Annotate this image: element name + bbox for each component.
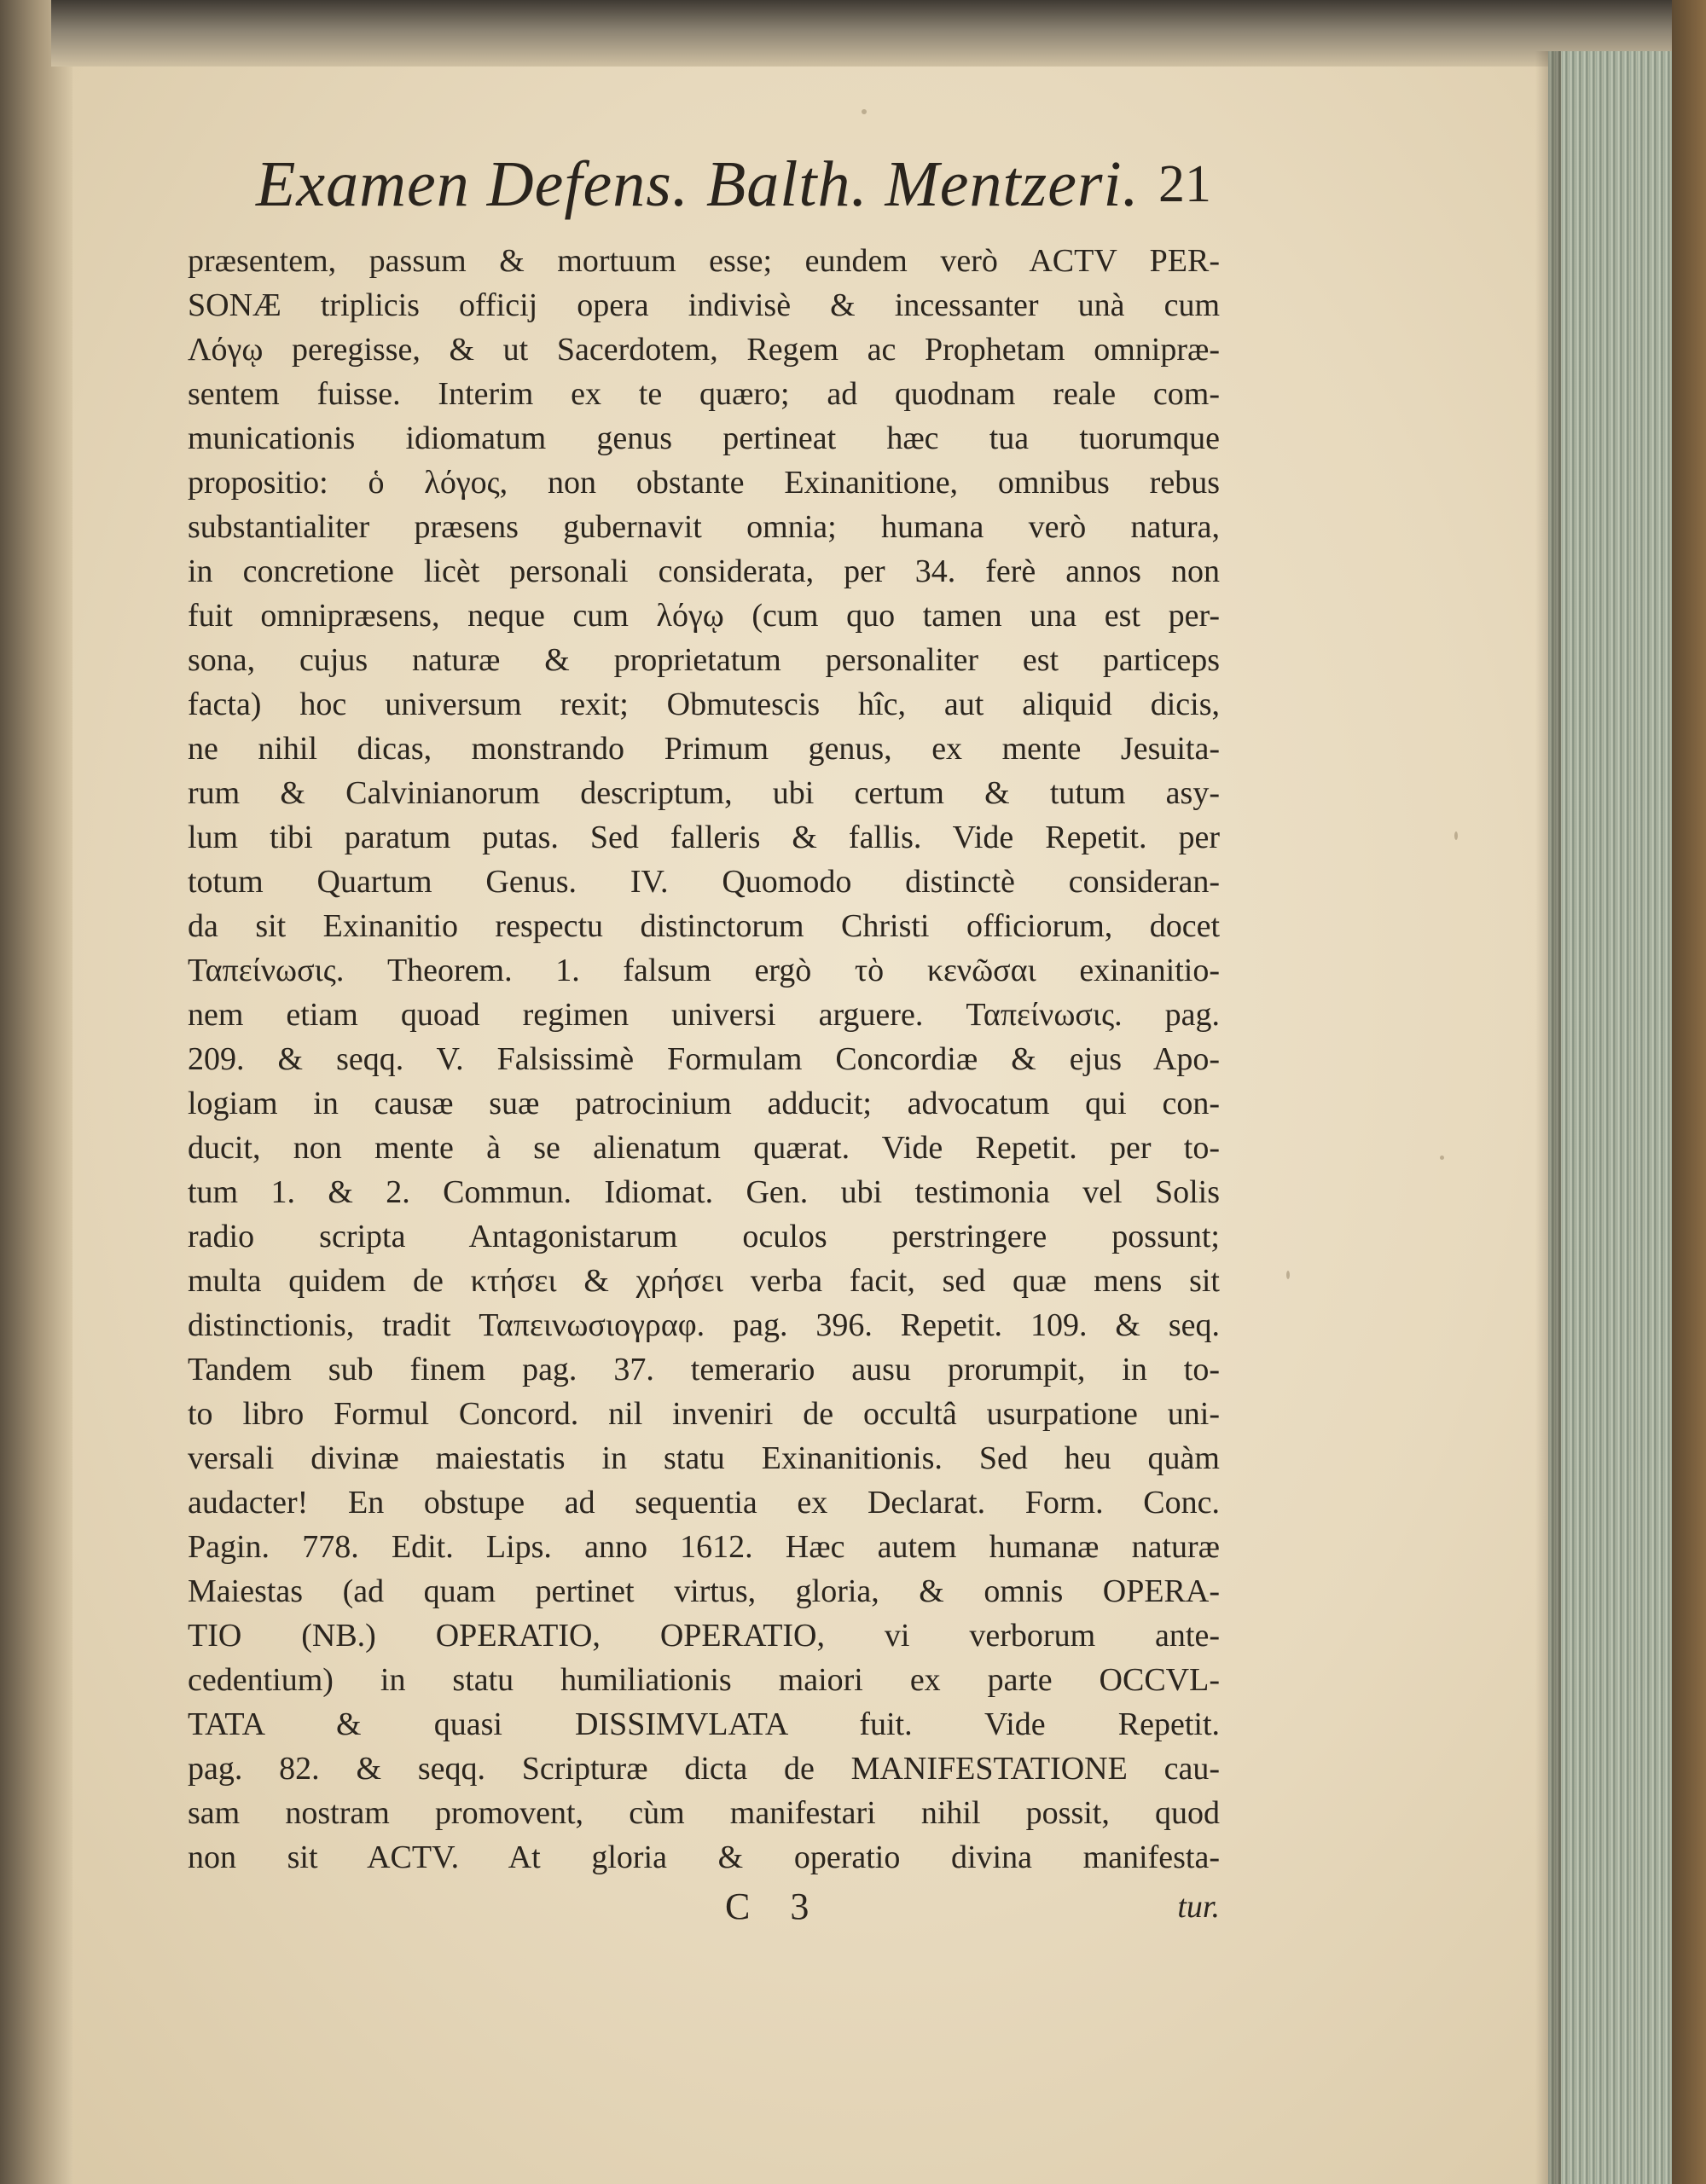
text-line: TATA & quasi DISSIMVLATA fuit. Vide Repetit.	[188, 1706, 1220, 1742]
text-line: ducit, non mente à se alienatum quærat. Vide Repetit. per to-	[188, 1130, 1220, 1166]
paper-speck	[1440, 1156, 1444, 1160]
text-line: Λόγῳ peregisse, & ut Sacerdotem, Regem ac Prophetam omnipræ-	[188, 332, 1220, 368]
paper-speck	[1286, 1271, 1290, 1279]
text-line: præsentem, passum & mortuum esse; eundem verò ACTV PER-	[188, 243, 1220, 279]
text-line: in concretione licèt personali considerata, per 34. ferè annos non	[188, 553, 1220, 589]
fore-edge-shadow	[1535, 51, 1561, 2184]
text-line: radio scripta Antagonistarum oculos perstringere possunt;	[188, 1219, 1220, 1254]
text-line: distinctionis, tradit Ταπεινωσιογραφ. pag. 396. Repetit. 109. & seq.	[188, 1307, 1220, 1343]
text-line: tum 1. & 2. Commun. Idiomat. Gen. ubi testimonia vel Solis	[188, 1174, 1220, 1210]
text-line: cedentium) in statu humiliationis maiori ex parte OCCVL-	[188, 1662, 1220, 1698]
book-cover-edge	[1672, 0, 1706, 2184]
text-line: Tandem sub finem pag. 37. temerario ausu prorumpit, in to-	[188, 1352, 1220, 1387]
text-line: Pagin. 778. Edit. Lips. anno 1612. Hæc autem humanæ naturæ	[188, 1529, 1220, 1565]
text-line: municationis idiomatum genus pertineat hæc tua tuorumque	[188, 420, 1220, 456]
text-line: to libro Formul Concord. nil inveniri de occultâ usurpatione uni-	[188, 1396, 1220, 1432]
text-line: facta) hoc universum rexit; Obmutescis hîc, aut aliquid dicis,	[188, 686, 1220, 722]
top-page-edge	[51, 0, 1672, 67]
text-line: versali divinæ maiestatis in statu Exinanitionis. Sed heu quàm	[188, 1440, 1220, 1476]
text-line: SONÆ triplicis officij opera indivisè & incessanter unà cum	[188, 287, 1220, 323]
text-line: logiam in causæ suæ patrocinium adducit; advocatum qui con-	[188, 1086, 1220, 1121]
text-line: multa quidem de κτήσει & χρήσει verba facit, sed quæ mens sit	[188, 1263, 1220, 1299]
text-line: nem etiam quoad regimen universi arguere. Ταπείνωσις. pag.	[188, 997, 1220, 1033]
running-title: Examen Defens. Balth. Mentzeri.	[256, 148, 1140, 220]
page-number: 21	[1158, 155, 1211, 213]
text-line: substantialiter præsens gubernavit omnia; humana verò natura,	[188, 509, 1220, 545]
binding-gutter	[0, 0, 73, 2184]
text-line: non sit ACTV. At gloria & operatio divina manifesta-	[188, 1839, 1220, 1875]
text-line: pag. 82. & seqq. Scripturæ dicta de MANIFESTATIONE cau-	[188, 1751, 1220, 1787]
paper-speck	[862, 109, 867, 114]
text-line: ne nihil dicas, monstrando Primum genus, ex mente Jesuita-	[188, 731, 1220, 767]
body-text	[188, 239, 1220, 1876]
text-line: sam nostram promovent, cùm manifestari nihil possit, quod	[188, 1795, 1220, 1831]
paper-speck	[1454, 831, 1458, 840]
running-head	[256, 143, 1211, 229]
page-footer	[188, 1881, 1220, 1932]
text-line: rum & Calvinianorum descriptum, ubi certum & tutum asy-	[188, 775, 1220, 811]
text-line: sentem fuisse. Interim ex te quæro; ad quodnam reale com-	[188, 376, 1220, 412]
text-line: da sit Exinanitio respectu distinctorum Christi officiorum, docet	[188, 908, 1220, 944]
text-line: lum tibi paratum putas. Sed falleris & fallis. Vide Repetit. per	[188, 820, 1220, 855]
text-line: propositio: ὁ λόγος, non obstante Exinanitione, omnibus rebus	[188, 465, 1220, 501]
text-line: Ταπείνωσις. Theorem. 1. falsum ergò τὸ κενῶσαι exinanitio-	[188, 953, 1220, 988]
text-line: 209. & seqq. V. Falsissimè Formulam Concordiæ & ejus Apo-	[188, 1041, 1220, 1077]
text-line: sona, cujus naturæ & proprietatum personaliter est particeps	[188, 642, 1220, 678]
signature-mark: C 3	[725, 1886, 825, 1927]
text-line: fuit omnipræsens, neque cum λόγῳ (cum quo tamen una est per-	[188, 598, 1220, 634]
text-line: totum Quartum Genus. IV. Quomodo distinctè consideran-	[188, 864, 1220, 900]
catchword: tur.	[1177, 1889, 1220, 1925]
text-line: Maiestas (ad quam pertinet virtus, gloria, & omnis OPERA-	[188, 1573, 1220, 1609]
text-line: audacter! En obstupe ad sequentia ex Declarat. Form. Conc.	[188, 1485, 1220, 1521]
text-line: TIO (NB.) OPERATIO, OPERATIO, vi verborum ante-	[188, 1618, 1220, 1654]
